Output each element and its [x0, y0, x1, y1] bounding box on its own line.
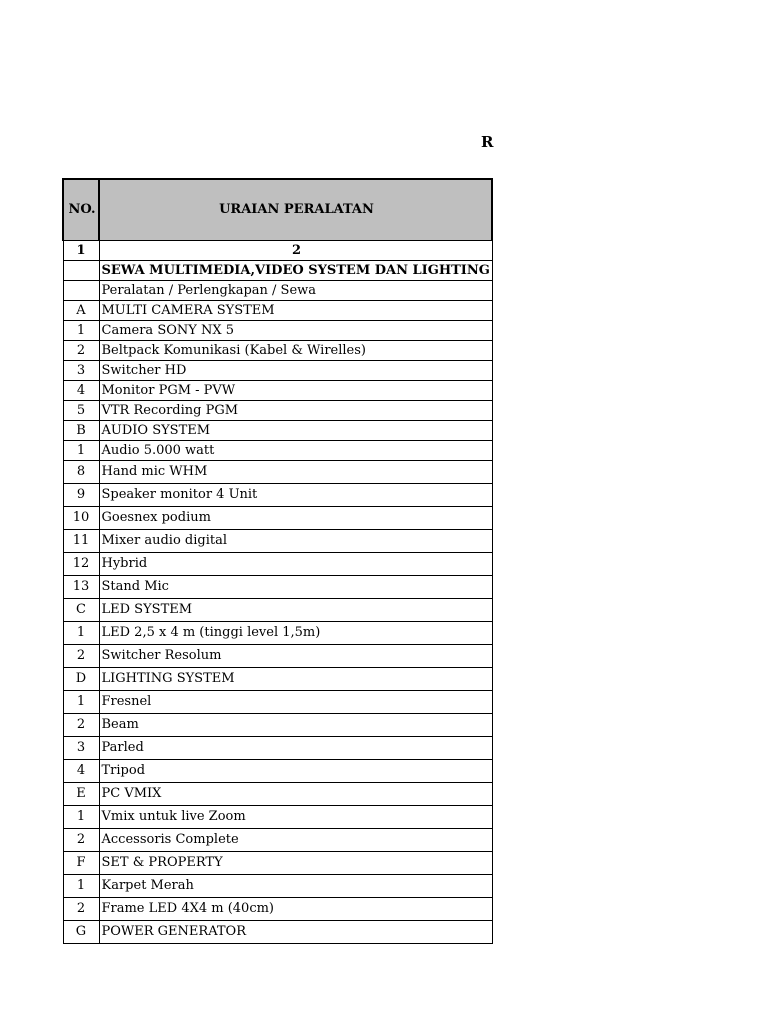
row-description-cell: Parled: [99, 737, 492, 760]
table-row: [63, 530, 492, 553]
row-description-cell: VTR Recording PGM: [99, 401, 492, 421]
row-number-cell: 4: [63, 381, 99, 401]
row-description-cell: Switcher HD: [99, 361, 492, 381]
row-number-cell: F: [63, 852, 99, 875]
row-number-cell: B: [63, 421, 99, 441]
row-number-cell: 2: [63, 341, 99, 361]
table-row: [63, 484, 492, 507]
row-number-cell: 3: [63, 361, 99, 381]
table-row: [63, 806, 492, 829]
row-description-cell: Fresnel: [99, 691, 492, 714]
table-row: [63, 301, 492, 321]
row-description-cell: Hand mic WHM: [99, 461, 492, 484]
row-description-cell: Frame LED 4X4 m (40cm): [99, 898, 492, 921]
table-row: [63, 599, 492, 622]
table-row: [63, 921, 492, 944]
row-description-cell: PC VMIX: [99, 783, 492, 806]
row-number-cell: 1: [63, 321, 99, 341]
row-description-cell: AUDIO SYSTEM: [99, 421, 492, 441]
column-number-desc: 2: [99, 241, 492, 261]
row-description-cell: LED 2,5 x 4 m (tinggi level 1,5m): [99, 622, 492, 645]
row-number-cell: 2: [63, 829, 99, 852]
table-row: [63, 281, 492, 301]
table-row: [63, 576, 492, 599]
row-description-cell: Peralatan / Perlengkapan / Sewa: [99, 281, 492, 301]
row-number-cell: A: [63, 301, 99, 321]
table-row: [63, 507, 492, 530]
table-row: [63, 441, 492, 461]
row-description-cell: Monitor PGM - PVW: [99, 381, 492, 401]
row-number-cell: 2: [63, 714, 99, 737]
row-description-cell: SEWA MULTIMEDIA,VIDEO SYSTEM DAN LIGHTING: [99, 261, 492, 281]
equipment-table: [62, 178, 493, 944]
row-number-cell: 1: [63, 691, 99, 714]
table-row: [63, 875, 492, 898]
row-description-cell: Accessoris Complete: [99, 829, 492, 852]
row-number-cell: C: [63, 599, 99, 622]
row-number-cell: 11: [63, 530, 99, 553]
row-number-cell: [63, 261, 99, 281]
row-number-cell: 9: [63, 484, 99, 507]
row-description-cell: Beltpack Komunikasi (Kabel & Wirelles): [99, 341, 492, 361]
row-description-cell: SET & PROPERTY: [99, 852, 492, 875]
row-description-cell: Audio 5.000 watt: [99, 441, 492, 461]
table-row: [63, 737, 492, 760]
row-number-cell: [63, 281, 99, 301]
row-number-cell: 2: [63, 645, 99, 668]
row-number-cell: E: [63, 783, 99, 806]
row-number-cell: G: [63, 921, 99, 944]
row-description-cell: Karpet Merah: [99, 875, 492, 898]
table-row: [63, 361, 492, 381]
row-description-cell: Mixer audio digital: [99, 530, 492, 553]
row-description-cell: Beam: [99, 714, 492, 737]
table-row: [63, 645, 492, 668]
row-description-cell: Hybrid: [99, 553, 492, 576]
row-description-cell: MULTI CAMERA SYSTEM: [99, 301, 492, 321]
row-description-cell: Switcher Resolum: [99, 645, 492, 668]
table-row: [63, 714, 492, 737]
table-row: [63, 898, 492, 921]
row-number-cell: 1: [63, 806, 99, 829]
row-number-cell: 3: [63, 737, 99, 760]
table-header-row: [63, 179, 492, 241]
table-row: [63, 783, 492, 806]
row-number-cell: 5: [63, 401, 99, 421]
row-description-cell: Camera SONY NX 5: [99, 321, 492, 341]
document-title-fragment: R: [481, 133, 494, 151]
row-description-cell: Tripod: [99, 760, 492, 783]
row-number-cell: D: [63, 668, 99, 691]
row-number-cell: 12: [63, 553, 99, 576]
row-number-cell: 10: [63, 507, 99, 530]
table-row: [63, 261, 492, 281]
row-description-cell: Vmix untuk live Zoom: [99, 806, 492, 829]
table-row: [63, 760, 492, 783]
row-number-cell: 13: [63, 576, 99, 599]
row-description-cell: POWER GENERATOR: [99, 921, 492, 944]
row-number-cell: 8: [63, 461, 99, 484]
column-number-no: 1: [63, 241, 99, 261]
column-number-row: [63, 241, 492, 261]
row-description-cell: Goesnex podium: [99, 507, 492, 530]
table-row: [63, 852, 492, 875]
table-row: [63, 381, 492, 401]
table-row: [63, 691, 492, 714]
table-row: [63, 421, 492, 441]
table-row: [63, 321, 492, 341]
row-number-cell: 1: [63, 875, 99, 898]
header-no: NO.: [63, 179, 99, 241]
table-row: [63, 553, 492, 576]
table-row: [63, 341, 492, 361]
row-description-cell: Stand Mic: [99, 576, 492, 599]
row-description-cell: Speaker monitor 4 Unit: [99, 484, 492, 507]
table-row: [63, 668, 492, 691]
row-number-cell: 1: [63, 441, 99, 461]
table-row: [63, 401, 492, 421]
row-description-cell: LED SYSTEM: [99, 599, 492, 622]
table-row: [63, 829, 492, 852]
row-number-cell: 4: [63, 760, 99, 783]
header-description: URAIAN PERALATAN: [99, 179, 492, 241]
row-number-cell: 2: [63, 898, 99, 921]
table-row: [63, 461, 492, 484]
table-row: [63, 622, 492, 645]
row-description-cell: LIGHTING SYSTEM: [99, 668, 492, 691]
row-number-cell: 1: [63, 622, 99, 645]
